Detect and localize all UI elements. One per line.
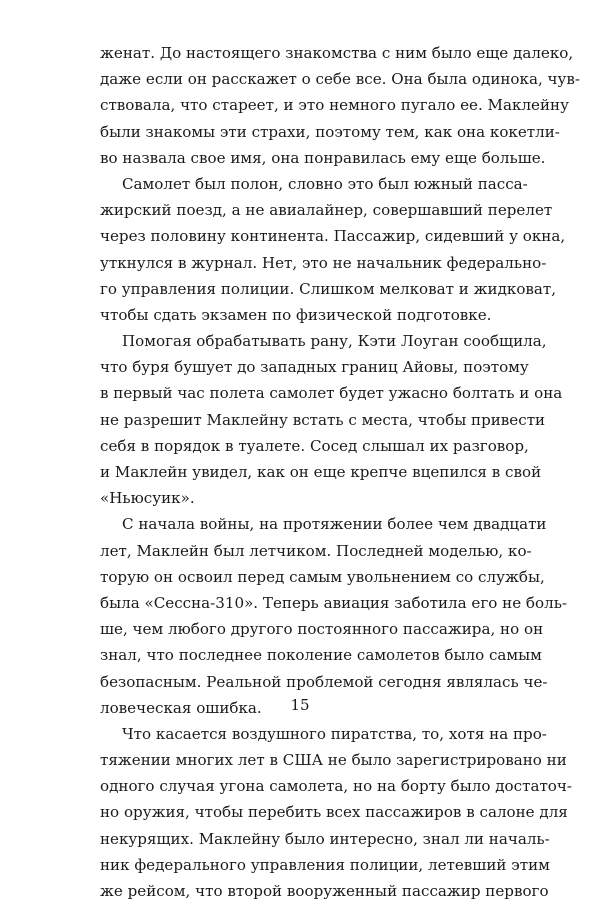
text-line: Помогая обрабатывать рану, Кэти Лоуган сообщила, bbox=[122, 332, 547, 351]
text-line: торую он освоил перед самым увольнением со службы, bbox=[100, 567, 545, 586]
text-line: Что касается воздушного пиратства, то, хотя на про- bbox=[122, 724, 547, 743]
text-line: одного случая угона самолета, но на борту было достаточ- bbox=[100, 777, 572, 796]
text-line: но оружия, чтобы перебить всех пассажиров в салоне для bbox=[100, 803, 568, 822]
text-line: даже если он расскажет о себе все. Она была одинока, чув- bbox=[100, 70, 581, 89]
text-line: ник федерального управления полиции, летевший этим bbox=[100, 855, 550, 874]
paragraph-2 bbox=[100, 171, 566, 328]
text-line: были знакомы эти страхи, поэтому тем, как она кокетли- bbox=[100, 122, 560, 141]
paragraph-5 bbox=[100, 721, 572, 904]
text-line: лет, Маклейн был летчиком. Последней моделью, ко- bbox=[100, 541, 532, 560]
text-line: женат. До настоящего знакомства с ним было еще далеко, bbox=[100, 44, 574, 62]
text-line: не разрешит Маклейну встать с места, чтобы привести bbox=[100, 410, 546, 429]
text-line: знал, что последнее поколение самолетов было самым bbox=[100, 646, 542, 665]
paragraph-3 bbox=[100, 328, 563, 511]
text-line: ствовала, что стареет, и это немного пугало ее. Маклейну bbox=[100, 96, 569, 115]
text-line: ше, чем любого другого постоянного пассажира, но он bbox=[100, 620, 544, 639]
body-text bbox=[100, 40, 581, 904]
text-line: чтобы сдать экзамен по физической подготовке. bbox=[100, 305, 492, 324]
text-line: тяжении многих лет в США не было зарегистрировано ни bbox=[100, 751, 567, 770]
paragraph-1 bbox=[100, 40, 581, 171]
text-line: ловеческая ошибка. bbox=[100, 698, 262, 717]
text-line: Самолет был полон, словно это был южный пасса- bbox=[122, 174, 528, 193]
page-number: 15 bbox=[290, 696, 310, 714]
text-line: го управления полиции. Слишком мелковат и жидковат, bbox=[100, 279, 557, 298]
text-line: же рейсом, что второй вооруженный пассажир первого bbox=[100, 882, 549, 900]
text-line: «Ньюсуик». bbox=[100, 489, 195, 508]
text-line: во назвала свое имя, она понравилась ему еще больше. bbox=[100, 148, 546, 167]
text-line: и Маклейн увидел, как он еще крепче вцепился в свой bbox=[100, 463, 542, 481]
text-line: в первый час полета самолет будет ужасно болтать и она bbox=[100, 384, 563, 403]
text-line: безопасным. Реальной проблемой сегодня являлась че- bbox=[100, 672, 548, 691]
text-line: некурящих. Маклейну было интересно, знал ли началь- bbox=[100, 829, 550, 848]
text-line: через половину континента. Пассажир, сидевший у окна, bbox=[100, 227, 566, 246]
text-line: уткнулся в журнал. Нет, это не начальник федерально- bbox=[100, 253, 547, 272]
text-line: С начала войны, на протяжении более чем двадцати bbox=[122, 515, 547, 534]
text-line: жирский поезд, а не авиалайнер, совершавший перелет bbox=[100, 201, 553, 220]
text-line: была «Сессна-310». Теперь авиация заботила его не боль- bbox=[100, 593, 568, 612]
paragraph-4 bbox=[100, 511, 568, 721]
text-line: что буря бушует до западных границ Айовы, поэтому bbox=[100, 358, 529, 377]
text-line: себя в порядок в туалете. Сосед слышал их разговор, bbox=[100, 436, 529, 455]
